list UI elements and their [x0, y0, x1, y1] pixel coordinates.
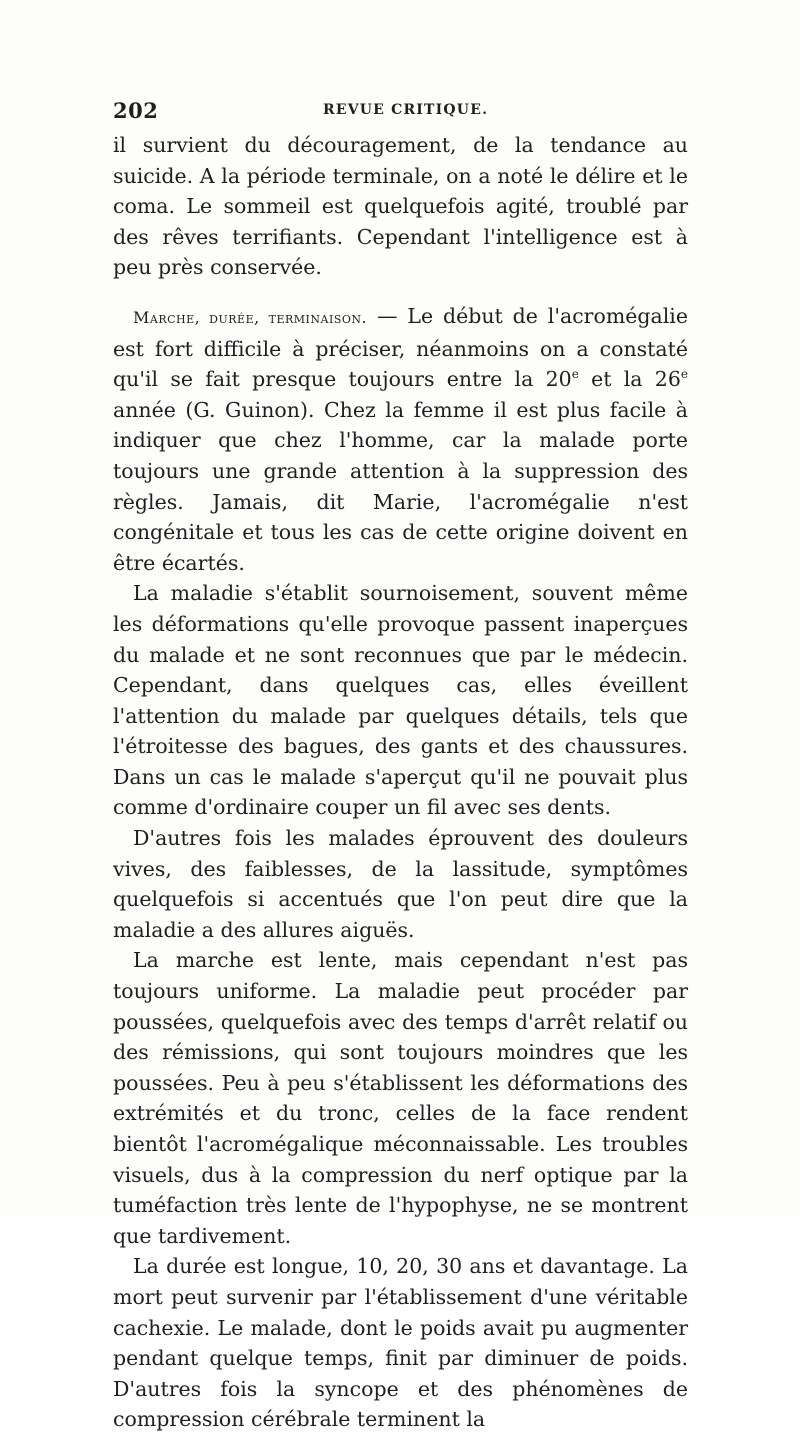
paragraph-1: il survient du découragement, de la tendance au suicide. A la période terminale, on a noté le délire et le coma. Le sommeil est quelquefois agité, troublé par des rêves terrifiants. Cependant l'intelligence est à peu près conservée.: [113, 133, 688, 280]
paragraph-2-text-c: année (G. Guinon). Chez la femme il est plus facile à indiquer que chez l'homme, car la malade porte toujours une grande attention à la suppression des règles. Jamais, dit Marie, l'acromégalie n'est congénitale et tous les cas de cette origine doivent en être écartés.: [113, 397, 688, 575]
section-heading: Marche, durée, terminaison.: [133, 307, 368, 327]
ordinal-suffix-b: e: [680, 367, 688, 382]
running-title: REVUE CRITIQUE.: [323, 102, 489, 118]
paragraph-3: La maladie s'établit sournoisement, souvent même les déformations qu'elle provoque passent inaperçues du malade et ne sont reconnues que par le médecin. Cependant, dans quelques cas, elles éveillent l'attention du malade par quelques détails, tels que l'étroitesse des bagues, des gants et des chaussures. Dans un cas le malade s'aperçut qu'il ne pouvait plus comme d'ordinaire couper un fil avec ses dents.: [113, 581, 688, 820]
page-number: 202: [113, 98, 159, 123]
paragraph-2-text-b: et la 26: [578, 367, 681, 392]
page-header: [113, 98, 693, 124]
paragraph-5: La marche est lente, mais cependant n'est pas toujours uniforme. La maladie peut procéder par poussées, quelquefois avec des temps d'arrêt relatif ou des rémissions, qui sont toujours moindres que les poussées. Peu à peu s'établissent les déformations des extrémités et du tronc, celles de la face rendent bientôt l'acromégalique méconnaissable. Les troubles visuels, dus à la compression du nerf optique par la tuméfaction très lente de l'hypophyse, ne se montrent que tardivement.: [113, 948, 688, 1248]
paragraph-4: D'autres fois les malades éprouvent des douleurs vives, des faiblesses, de la lassitude, symptômes quelquefois si accentués que l'on peut dire que la maladie a des allures aiguës.: [113, 826, 688, 942]
heading-dash: —: [367, 303, 408, 328]
paragraph-6: La durée est longue, 10, 20, 30 ans et davantage. La mort peut survenir par l'établissement d'une véritable cachexie. Le malade, dont le poids avait pu augmenter pendant quelque temps, finit par diminuer de poids. D'autres fois la syncope et des phénomènes de compression cérébrale terminent la: [113, 1254, 688, 1432]
ordinal-suffix-a: e: [571, 367, 579, 382]
paragraph-2: [113, 301, 688, 578]
body-text: [113, 130, 688, 1435]
paragraph-2-text-a: Le début de l'acromégalie est fort difficile à préciser, néanmoins on a constaté qu'il se fait presque toujours entre la 20: [113, 303, 688, 392]
